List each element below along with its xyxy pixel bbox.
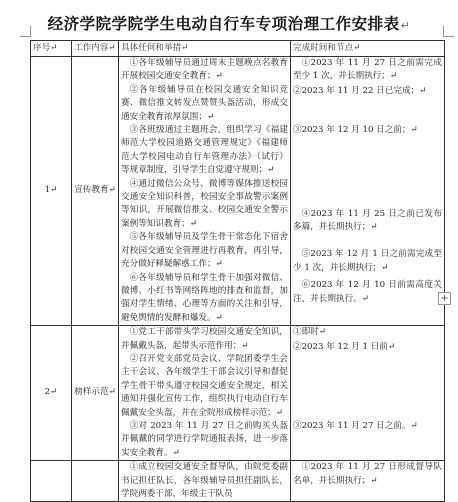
header-number[interactable]: 序号↵ bbox=[31, 41, 72, 57]
document-title bbox=[0, 12, 458, 34]
row-number-cell[interactable]: 1↵ bbox=[31, 57, 72, 326]
add-row-handle-icon[interactable]: + bbox=[438, 292, 451, 305]
timeline-item: ③2023 年 12 月 10 日之前；↵ bbox=[293, 125, 418, 136]
timeline-item: ④2023 年 11 月 25 日之前已发布多篇，并长期执行；↵ bbox=[293, 208, 442, 233]
measure-item: ②召开党支部党员会议、学院团委学生会主干会议、各年级学生干部会议引导和督促学生骨干带头遵守校园交通安全规定，相关通知并强化宣传工作，组织执行电动自行车佩戴安全头盔，并在全院形成榜样示范；↵ bbox=[121, 353, 288, 418]
table-row bbox=[31, 326, 445, 461]
document-title-text: 经济学院学院学生电动自行车专项治理工作安排表 bbox=[47, 15, 400, 33]
timeline-cell[interactable] bbox=[291, 57, 445, 326]
work-content-cell[interactable]: 宣传教育↵ bbox=[72, 57, 119, 326]
timeline-item: ①2023 年 11 月 27 日之前需完成至少 1 次，并长期执行；↵ bbox=[293, 58, 442, 82]
work-content-cell[interactable]: 榜样示范↵ bbox=[72, 326, 119, 461]
timeline-cell[interactable] bbox=[291, 461, 445, 502]
paragraph-mark-icon: ↵ bbox=[400, 19, 411, 32]
timeline-item: ②2023 年 12 月 1 日前↵ bbox=[293, 341, 396, 352]
measure-item: ③各班级通过主题班会，组织学习《福建师范大学校园道路交通管理规定》《福建师范大学校园电动自行车管理办法》（试行）等规章制度，引导学生自觉遵守规则；↵ bbox=[121, 125, 288, 176]
measures-cell[interactable] bbox=[119, 326, 291, 461]
timeline-item: ②2023 年 11 月 22 日已完成；↵ bbox=[293, 85, 427, 96]
measure-item: ⑤各年级辅导员及学生骨干常态化下宿舍对校园交通安全管理进行再教育，再引导，充分做好释疑解惑工作；↵ bbox=[121, 232, 288, 270]
measure-item: ②各年级辅导员在校园交通安全知识竞赛、微信推文转发点赞赞头盔活动，形成交通安全教育浓厚氛围；↵ bbox=[121, 84, 288, 122]
timeline-item: ⑤2023 年 12 月 1 日之前需完成至少 1 次，并长期执行；↵ bbox=[293, 249, 442, 273]
timeline-cell[interactable] bbox=[291, 326, 445, 461]
timeline-item: ①即时↵ bbox=[293, 327, 326, 338]
measure-item: ①各年级辅导员通过周末主题晚点名教育开展校园交通安全教育；↵ bbox=[121, 58, 288, 82]
table-header-row bbox=[31, 41, 445, 57]
row-number-cell[interactable] bbox=[31, 461, 72, 502]
header-measures[interactable]: 具体任何和举措↵ bbox=[119, 41, 291, 57]
timeline-item: ⑥2023 年 12 月 10 日前需高度关注，并长期执行。↵ bbox=[293, 280, 442, 304]
measure-item: ⑥各年级辅导员和学生骨干加强对微信、微博、小红书等网络阵地的排查和监督，加强对学生情绪、心理等方面的关注和引导，避免舆情的发酵和爆发。↵ bbox=[121, 272, 288, 323]
timeline-item: ③2023 年 11 月 27 日之前。↵ bbox=[293, 420, 418, 431]
header-timeline[interactable]: 完成时间和节点↵ bbox=[291, 41, 445, 57]
header-content[interactable]: 工作内容↵ bbox=[72, 41, 119, 57]
timeline-item: ①2023 年 11 月 27 日形成督导队名单，并长期执行；↵ bbox=[293, 462, 442, 486]
row-number-cell[interactable]: 2↵ bbox=[31, 326, 72, 461]
measure-item: ③对 2023 年 11 月 27 日之前购买头盔并佩戴的同学进行学院通报表扬，进一步落实安全教育。↵ bbox=[121, 420, 288, 458]
measure-item: ①成立校园交通安全督导队，由院党委副书记担任队长，各年级辅导员担任副队长，学院两委干部，年级主干队员 bbox=[121, 462, 288, 499]
measure-item: ④通过微信公众号、微博等媒体推送校园交通安全知识科普，校园安全事故警示案例等知识，开展微信推文、校园交通安全警示案例等知识教育；↵ bbox=[121, 178, 288, 229]
measures-cell[interactable] bbox=[119, 57, 291, 326]
measures-cell[interactable] bbox=[119, 461, 291, 502]
table-row bbox=[31, 57, 445, 326]
measure-item: ①党工干部带头学习校园交通安全知识，并佩戴头盔，起带头示范作用；↵ bbox=[121, 327, 288, 351]
table-row bbox=[31, 461, 445, 502]
work-content-cell[interactable] bbox=[72, 461, 119, 502]
work-plan-table bbox=[30, 40, 445, 502]
